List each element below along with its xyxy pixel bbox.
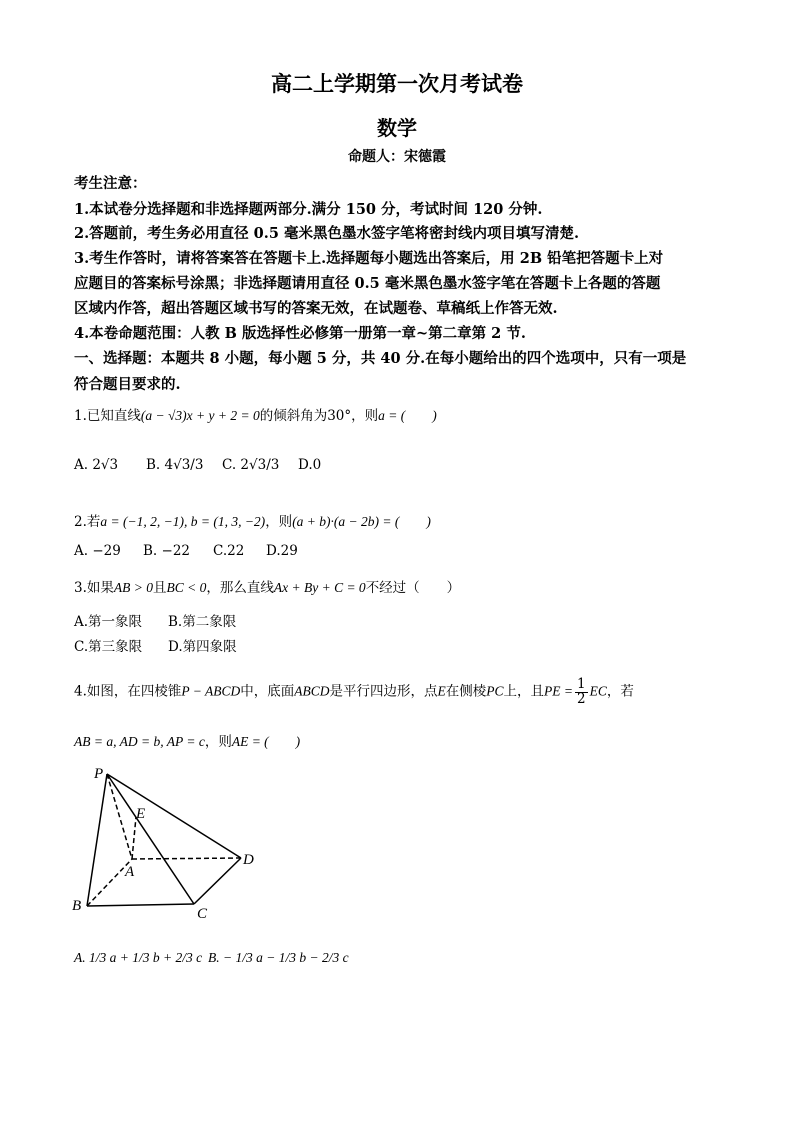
notice-item-3-cont: 应题目的答案标号涂黑；非选择题请用直径 0.5 毫米黑色墨水签字笔在答题卡上各题的答题 bbox=[74, 275, 661, 292]
notice-item-3-end: 区域内作答，超出答题区域书写的答案无效，在试题卷、草稿纸上作答无效. bbox=[74, 300, 558, 317]
q4-mid5: ，若 bbox=[606, 683, 634, 700]
q1-angle: 30° bbox=[327, 408, 352, 424]
q3-cond-2: BC < 0 bbox=[166, 580, 207, 595]
q1-option-c: C. 2√3/3 bbox=[222, 457, 280, 473]
q3-option-d: D.第四象限 bbox=[168, 639, 237, 655]
question-4-cont bbox=[74, 730, 300, 750]
question-2 bbox=[74, 510, 431, 530]
q1-mid: 的倾斜角为 bbox=[259, 408, 328, 424]
notice-item-2: 2.答题前，考生务必用直径 0.5 毫米黑色墨水签字笔将密封线内项目填写清楚. bbox=[74, 225, 580, 242]
notice-item-3: 3.考生作答时，请将答案答在答题卡上.选择题每小题选出答案后，用 2B 铅笔把答题卡上对 bbox=[74, 250, 664, 267]
q1-pre: 1.已知直线 bbox=[74, 408, 141, 424]
author-line: 命题人：宋德霞 bbox=[348, 149, 446, 165]
q4-pre: 4.如图，在四棱锥 bbox=[74, 683, 182, 700]
label-D: D bbox=[243, 852, 254, 868]
section-heading-cont: 符合题目要求的. bbox=[74, 376, 181, 393]
label-C: C bbox=[197, 906, 208, 922]
label-P: P bbox=[94, 766, 104, 782]
q2-option-a: A. −29 bbox=[74, 543, 121, 559]
q4-rel-rhs: EC bbox=[589, 683, 607, 699]
q4-frac-num: 1 bbox=[577, 676, 586, 692]
exam-title: 高二上学期第一次月考试卷 bbox=[271, 71, 523, 96]
edge-CD bbox=[194, 858, 241, 904]
q4-rel-lhs: PE = bbox=[544, 683, 574, 699]
q4-option-a: A. 1/3 a + 1/3 b + 2/3 c bbox=[74, 950, 203, 965]
q4-vectors: AB = a, AD = b, AP = c bbox=[74, 734, 205, 749]
label-B: B bbox=[72, 898, 82, 914]
q4-base: ABCD bbox=[294, 683, 330, 699]
q2-expr1: a = (−1, 2, −1), b = (1, 3, −2) bbox=[100, 514, 266, 529]
q2-option-d: D.29 bbox=[266, 543, 298, 559]
q2-expr2: (a + b)·(a − 2b) = ( ) bbox=[292, 514, 431, 529]
label-A: A bbox=[125, 864, 135, 880]
segment-AE-hidden bbox=[132, 817, 136, 859]
notice-heading: 考生注意： bbox=[74, 175, 147, 192]
q4-pyramid: P − ABCD bbox=[181, 683, 241, 699]
question-1 bbox=[74, 404, 437, 424]
edge-PB bbox=[87, 774, 107, 906]
edge-PC bbox=[107, 774, 194, 904]
subject-title: 数学 bbox=[377, 116, 417, 140]
q4-mid3: 在侧棱 bbox=[445, 683, 487, 700]
q1-option-a: A. 2√3 bbox=[74, 457, 119, 473]
q3-pre: 3.如果 bbox=[74, 580, 114, 596]
section-heading: 一、选择题：本题共 8 小题，每小题 5 分，共 40 分.在每小题给出的四个选项中，只有一项是 bbox=[74, 350, 687, 367]
notice-item-1: 1.本试卷分选择题和非选择题两部分.满分 150 分，考试时间 120 分钟. bbox=[74, 201, 543, 218]
edge-AD-hidden bbox=[132, 858, 241, 859]
q4-then: ，则 bbox=[204, 734, 232, 750]
q1-option-b: B. 4√3/3 bbox=[146, 457, 204, 473]
q4-fraction bbox=[575, 678, 588, 706]
q1-tail: a = ( ) bbox=[378, 408, 437, 423]
question-3 bbox=[74, 576, 460, 596]
q3-post: 不经过（ ） bbox=[365, 580, 461, 596]
q4-ask: AE = ( ) bbox=[231, 734, 301, 749]
edge-BC bbox=[87, 904, 194, 906]
q1-expr: (a − √3)x + y + 2 = 0 bbox=[140, 408, 260, 423]
q1-post: ，则 bbox=[351, 408, 379, 424]
q2-mid: ，则 bbox=[265, 514, 293, 530]
q3-option-c: C.第三象限 bbox=[74, 639, 143, 655]
q4-mid1: 中，底面 bbox=[240, 683, 295, 700]
question-4 bbox=[74, 678, 634, 706]
edge-PD bbox=[107, 774, 241, 858]
q3-expr: Ax + By + C = 0 bbox=[273, 580, 366, 595]
q3-option-a: A.第一象限 bbox=[74, 614, 143, 630]
q4-frac-den: 2 bbox=[577, 690, 586, 707]
pyramid-figure bbox=[66, 758, 266, 923]
notice-item-4: 4.本卷命题范围：人教 B 版选择性必修第一册第一章~第二章第 2 节. bbox=[74, 325, 526, 342]
q4-edge: PC bbox=[486, 683, 504, 699]
q3-and: 且 bbox=[153, 580, 167, 596]
q4-option-b: B. − 1/3 a − 1/3 b − 2/3 c bbox=[208, 950, 349, 965]
q4-mid2: 是平行四边形，点 bbox=[329, 683, 438, 700]
q2-option-b: B. −22 bbox=[143, 543, 190, 559]
q2-option-c: C.22 bbox=[213, 543, 245, 559]
label-E: E bbox=[136, 806, 146, 822]
q3-mid: ，那么直线 bbox=[206, 580, 274, 596]
q4-point: E bbox=[437, 683, 446, 699]
q1-option-d: D.0 bbox=[298, 457, 322, 473]
q2-pre: 2.若 bbox=[74, 514, 101, 530]
q3-option-b: B.第二象限 bbox=[168, 614, 237, 630]
q4-mid4: 上，且 bbox=[503, 683, 545, 700]
q3-cond-1: AB > 0 bbox=[113, 580, 153, 595]
